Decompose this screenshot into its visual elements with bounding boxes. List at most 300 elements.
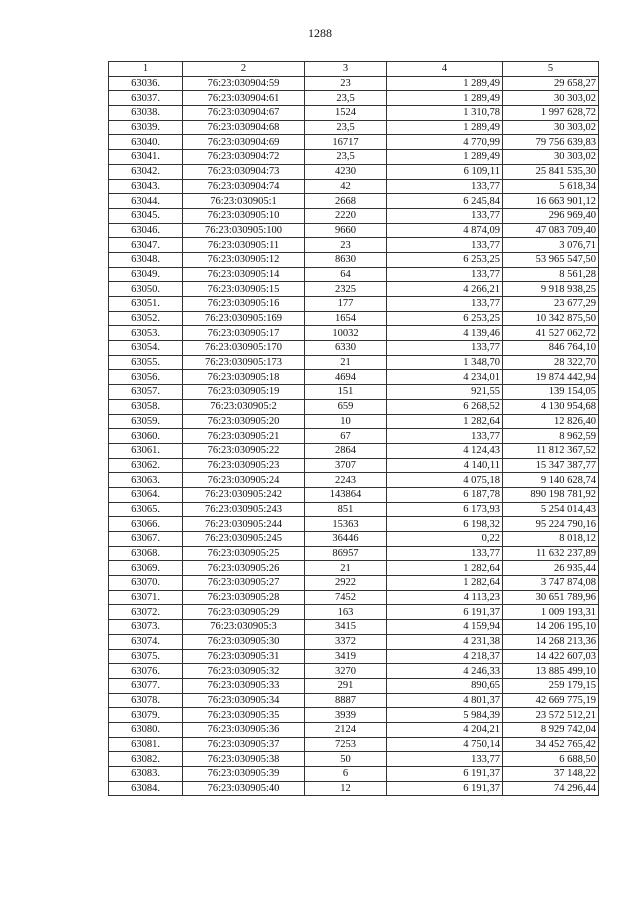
row-number-cell: 63056.: [109, 370, 183, 385]
row-number-cell: 63041.: [109, 150, 183, 165]
total-value-cell: 12 826,40: [503, 414, 599, 429]
total-value-cell: 9 918 938,25: [503, 282, 599, 297]
area-cell: 2220: [305, 208, 387, 223]
table-row: [109, 664, 599, 679]
area-cell: 23,5: [305, 120, 387, 135]
row-number-cell: 63037.: [109, 91, 183, 106]
unit-value-cell: 4 801,37: [387, 693, 503, 708]
unit-value-cell: 890,65: [387, 678, 503, 693]
table-row: [109, 385, 599, 400]
row-number-cell: 63072.: [109, 605, 183, 620]
table-row: [109, 473, 599, 488]
table-row: [109, 487, 599, 502]
cadastral-number-cell: 76:23:030904:68: [183, 120, 305, 135]
total-value-cell: 3 747 874,08: [503, 576, 599, 591]
row-number-cell: 63068.: [109, 546, 183, 561]
total-value-cell: 14 206 195,10: [503, 620, 599, 635]
area-cell: 3419: [305, 649, 387, 664]
area-cell: 64: [305, 267, 387, 282]
unit-value-cell: 133,77: [387, 546, 503, 561]
row-number-cell: 63053.: [109, 326, 183, 341]
area-cell: 21: [305, 355, 387, 370]
area-cell: 3707: [305, 458, 387, 473]
area-cell: 151: [305, 385, 387, 400]
row-number-cell: 63058.: [109, 399, 183, 414]
cadastral-number-cell: 76:23:030905:21: [183, 429, 305, 444]
area-cell: 8630: [305, 252, 387, 267]
unit-value-cell: 133,77: [387, 341, 503, 356]
cadastral-number-cell: 76:23:030905:169: [183, 311, 305, 326]
table-row: [109, 238, 599, 253]
row-number-cell: 63042.: [109, 164, 183, 179]
total-value-cell: 139 154,05: [503, 385, 599, 400]
table-row: [109, 150, 599, 165]
row-number-cell: 63065.: [109, 502, 183, 517]
row-number-cell: 63080.: [109, 722, 183, 737]
cadastral-number-cell: 76:23:030905:17: [183, 326, 305, 341]
unit-value-cell: 133,77: [387, 179, 503, 194]
area-cell: 21: [305, 561, 387, 576]
area-cell: 2325: [305, 282, 387, 297]
header-row: [109, 62, 599, 77]
column-header-1: 1: [109, 62, 183, 77]
row-number-cell: 63048.: [109, 252, 183, 267]
unit-value-cell: 133,77: [387, 752, 503, 767]
unit-value-cell: 6 253,25: [387, 252, 503, 267]
unit-value-cell: 5 984,39: [387, 708, 503, 723]
area-cell: 2922: [305, 576, 387, 591]
cadastral-number-cell: 76:23:030905:15: [183, 282, 305, 297]
table-row: [109, 106, 599, 121]
unit-value-cell: 4 770,99: [387, 135, 503, 150]
cadastral-number-cell: 76:23:030905:33: [183, 678, 305, 693]
column-header-2: 2: [183, 62, 305, 77]
table-row: [109, 517, 599, 532]
column-header-5: 5: [503, 62, 599, 77]
total-value-cell: 259 179,15: [503, 678, 599, 693]
cadastral-number-cell: 76:23:030904:61: [183, 91, 305, 106]
table-row: [109, 576, 599, 591]
total-value-cell: 8 962,59: [503, 429, 599, 444]
total-value-cell: 296 969,40: [503, 208, 599, 223]
unit-value-cell: 1 282,64: [387, 561, 503, 576]
total-value-cell: 1 997 628,72: [503, 106, 599, 121]
unit-value-cell: 4 218,37: [387, 649, 503, 664]
unit-value-cell: 4 204,21: [387, 722, 503, 737]
area-cell: 6330: [305, 341, 387, 356]
table-row: [109, 370, 599, 385]
total-value-cell: 8 929 742,04: [503, 722, 599, 737]
table-row: [109, 164, 599, 179]
area-cell: 10: [305, 414, 387, 429]
total-value-cell: 41 527 062,72: [503, 326, 599, 341]
area-cell: 1654: [305, 311, 387, 326]
total-value-cell: 28 322,70: [503, 355, 599, 370]
total-value-cell: 30 303,02: [503, 120, 599, 135]
row-number-cell: 63036.: [109, 76, 183, 91]
area-cell: 23,5: [305, 150, 387, 165]
area-cell: 16717: [305, 135, 387, 150]
area-cell: 42: [305, 179, 387, 194]
unit-value-cell: 921,55: [387, 385, 503, 400]
table-row: [109, 399, 599, 414]
cadastral-number-cell: 76:23:030905:20: [183, 414, 305, 429]
cadastral-number-cell: 76:23:030905:27: [183, 576, 305, 591]
unit-value-cell: 1 289,49: [387, 91, 503, 106]
unit-value-cell: 133,77: [387, 267, 503, 282]
unit-value-cell: 133,77: [387, 429, 503, 444]
total-value-cell: 11 812 367,52: [503, 443, 599, 458]
unit-value-cell: 133,77: [387, 208, 503, 223]
area-cell: 177: [305, 297, 387, 312]
unit-value-cell: 4 140,11: [387, 458, 503, 473]
total-value-cell: 16 663 901,12: [503, 194, 599, 209]
row-number-cell: 63039.: [109, 120, 183, 135]
area-cell: 23,5: [305, 91, 387, 106]
cadastral-number-cell: 76:23:030905:19: [183, 385, 305, 400]
row-number-cell: 63067.: [109, 532, 183, 547]
table-row: [109, 649, 599, 664]
unit-value-cell: 1 289,49: [387, 120, 503, 135]
area-cell: 3939: [305, 708, 387, 723]
row-number-cell: 63075.: [109, 649, 183, 664]
table-row: [109, 737, 599, 752]
area-cell: 2668: [305, 194, 387, 209]
row-number-cell: 63043.: [109, 179, 183, 194]
total-value-cell: 30 303,02: [503, 91, 599, 106]
total-value-cell: 11 632 237,89: [503, 546, 599, 561]
cadastral-number-cell: 76:23:030905:38: [183, 752, 305, 767]
total-value-cell: 42 669 775,19: [503, 693, 599, 708]
unit-value-cell: 4 231,38: [387, 634, 503, 649]
table-row: [109, 282, 599, 297]
area-cell: 3415: [305, 620, 387, 635]
area-cell: 7452: [305, 590, 387, 605]
table-row: [109, 620, 599, 635]
total-value-cell: 30 651 789,96: [503, 590, 599, 605]
row-number-cell: 63073.: [109, 620, 183, 635]
row-number-cell: 63061.: [109, 443, 183, 458]
row-number-cell: 63045.: [109, 208, 183, 223]
cadastral-number-cell: 76:23:030905:245: [183, 532, 305, 547]
row-number-cell: 63047.: [109, 238, 183, 253]
cadastral-number-cell: 76:23:030904:72: [183, 150, 305, 165]
area-cell: 8887: [305, 693, 387, 708]
unit-value-cell: 6 191,37: [387, 767, 503, 782]
row-number-cell: 63076.: [109, 664, 183, 679]
total-value-cell: 29 658,27: [503, 76, 599, 91]
unit-value-cell: 6 198,32: [387, 517, 503, 532]
table-row: [109, 135, 599, 150]
row-number-cell: 63038.: [109, 106, 183, 121]
table-row: [109, 194, 599, 209]
area-cell: 50: [305, 752, 387, 767]
cadastral-number-cell: 76:23:030905:11: [183, 238, 305, 253]
area-cell: 659: [305, 399, 387, 414]
total-value-cell: 47 083 709,40: [503, 223, 599, 238]
total-value-cell: 3 076,71: [503, 238, 599, 253]
unit-value-cell: 4 139,46: [387, 326, 503, 341]
area-cell: 86957: [305, 546, 387, 561]
area-cell: 2124: [305, 722, 387, 737]
cadastral-number-cell: 76:23:030905:243: [183, 502, 305, 517]
unit-value-cell: 133,77: [387, 238, 503, 253]
total-value-cell: 846 764,10: [503, 341, 599, 356]
total-value-cell: 53 965 547,50: [503, 252, 599, 267]
table-row: [109, 76, 599, 91]
row-number-cell: 63051.: [109, 297, 183, 312]
table-row: [109, 781, 599, 796]
row-number-cell: 63064.: [109, 487, 183, 502]
row-number-cell: 63044.: [109, 194, 183, 209]
cadastral-number-cell: 76:23:030905:28: [183, 590, 305, 605]
area-cell: 4230: [305, 164, 387, 179]
unit-value-cell: 6 253,25: [387, 311, 503, 326]
table-row: [109, 443, 599, 458]
unit-value-cell: 6 245,84: [387, 194, 503, 209]
total-value-cell: 25 841 535,30: [503, 164, 599, 179]
row-number-cell: 63081.: [109, 737, 183, 752]
cadastral-number-cell: 76:23:030905:170: [183, 341, 305, 356]
total-value-cell: 34 452 765,42: [503, 737, 599, 752]
total-value-cell: 6 688,50: [503, 752, 599, 767]
table-row: [109, 605, 599, 620]
cadastral-number-cell: 76:23:030905:100: [183, 223, 305, 238]
total-value-cell: 5 254 014,43: [503, 502, 599, 517]
table-row: [109, 311, 599, 326]
cadastral-number-cell: 76:23:030905:12: [183, 252, 305, 267]
unit-value-cell: 6 173,93: [387, 502, 503, 517]
row-number-cell: 63066.: [109, 517, 183, 532]
table-row: [109, 341, 599, 356]
cadastral-number-cell: 76:23:030904:69: [183, 135, 305, 150]
cadastral-number-cell: 76:23:030904:67: [183, 106, 305, 121]
row-number-cell: 63040.: [109, 135, 183, 150]
area-cell: 36446: [305, 532, 387, 547]
unit-value-cell: 1 289,49: [387, 76, 503, 91]
total-value-cell: 37 148,22: [503, 767, 599, 782]
cadastral-number-cell: 76:23:030905:14: [183, 267, 305, 282]
table-row: [109, 414, 599, 429]
cadastral-number-cell: 76:23:030905:25: [183, 546, 305, 561]
table-row: [109, 678, 599, 693]
unit-value-cell: 4 246,33: [387, 664, 503, 679]
unit-value-cell: 133,77: [387, 297, 503, 312]
area-cell: 7253: [305, 737, 387, 752]
row-number-cell: 63055.: [109, 355, 183, 370]
unit-value-cell: 1 348,70: [387, 355, 503, 370]
table-row: [109, 532, 599, 547]
cadastral-number-cell: 76:23:030905:3: [183, 620, 305, 635]
row-number-cell: 63063.: [109, 473, 183, 488]
area-cell: 291: [305, 678, 387, 693]
unit-value-cell: 1 282,64: [387, 576, 503, 591]
area-cell: 2864: [305, 443, 387, 458]
unit-value-cell: 1 310,78: [387, 106, 503, 121]
area-cell: 4694: [305, 370, 387, 385]
column-header-4: 4: [387, 62, 503, 77]
table-row: [109, 120, 599, 135]
cadastral-number-cell: 76:23:030905:24: [183, 473, 305, 488]
cadastral-number-cell: 76:23:030905:40: [183, 781, 305, 796]
table-row: [109, 297, 599, 312]
cadastral-number-cell: 76:23:030905:244: [183, 517, 305, 532]
cadastral-number-cell: 76:23:030905:2: [183, 399, 305, 414]
table-row: [109, 767, 599, 782]
unit-value-cell: 6 268,52: [387, 399, 503, 414]
table-row: [109, 458, 599, 473]
unit-value-cell: 6 191,37: [387, 605, 503, 620]
table-body: [109, 76, 599, 796]
cadastral-number-cell: 76:23:030905:36: [183, 722, 305, 737]
unit-value-cell: 4 266,21: [387, 282, 503, 297]
unit-value-cell: 4 075,18: [387, 473, 503, 488]
unit-value-cell: 4 234,01: [387, 370, 503, 385]
unit-value-cell: 4 874,09: [387, 223, 503, 238]
area-cell: 163: [305, 605, 387, 620]
cadastral-number-cell: 76:23:030905:22: [183, 443, 305, 458]
cadastral-number-cell: 76:23:030905:10: [183, 208, 305, 223]
row-number-cell: 63054.: [109, 341, 183, 356]
area-cell: 3270: [305, 664, 387, 679]
row-number-cell: 63071.: [109, 590, 183, 605]
total-value-cell: 10 342 875,50: [503, 311, 599, 326]
total-value-cell: 14 422 607,03: [503, 649, 599, 664]
cadastral-number-cell: 76:23:030905:34: [183, 693, 305, 708]
area-cell: 67: [305, 429, 387, 444]
table-row: [109, 267, 599, 282]
page-number: 1288: [308, 26, 332, 40]
table-row: [109, 355, 599, 370]
table-row: [109, 590, 599, 605]
unit-value-cell: 4 159,94: [387, 620, 503, 635]
total-value-cell: 74 296,44: [503, 781, 599, 796]
cadastral-number-cell: 76:23:030905:1: [183, 194, 305, 209]
total-value-cell: 5 618,34: [503, 179, 599, 194]
row-number-cell: 63074.: [109, 634, 183, 649]
total-value-cell: 1 009 193,31: [503, 605, 599, 620]
total-value-cell: 79 756 639,83: [503, 135, 599, 150]
unit-value-cell: 0,22: [387, 532, 503, 547]
total-value-cell: 890 198 781,92: [503, 487, 599, 502]
total-value-cell: 4 130 954,68: [503, 399, 599, 414]
row-number-cell: 63077.: [109, 678, 183, 693]
area-cell: 3372: [305, 634, 387, 649]
table-row: [109, 561, 599, 576]
cadastral-number-cell: 76:23:030905:31: [183, 649, 305, 664]
table-row: [109, 502, 599, 517]
row-number-cell: 63060.: [109, 429, 183, 444]
unit-value-cell: 4 124,43: [387, 443, 503, 458]
row-number-cell: 63052.: [109, 311, 183, 326]
cadastral-number-cell: 76:23:030905:242: [183, 487, 305, 502]
cadastral-number-cell: 76:23:030904:59: [183, 76, 305, 91]
cadastral-number-cell: 76:23:030905:29: [183, 605, 305, 620]
unit-value-cell: 6 109,11: [387, 164, 503, 179]
table-row: [109, 208, 599, 223]
total-value-cell: 8 561,28: [503, 267, 599, 282]
total-value-cell: 23 572 512,21: [503, 708, 599, 723]
row-number-cell: 63046.: [109, 223, 183, 238]
row-number-cell: 63078.: [109, 693, 183, 708]
column-header-3: 3: [305, 62, 387, 77]
total-value-cell: 15 347 387,77: [503, 458, 599, 473]
area-cell: 12: [305, 781, 387, 796]
cadastral-number-cell: 76:23:030905:39: [183, 767, 305, 782]
area-cell: 1524: [305, 106, 387, 121]
area-cell: 10032: [305, 326, 387, 341]
unit-value-cell: 1 282,64: [387, 414, 503, 429]
row-number-cell: 63070.: [109, 576, 183, 591]
row-number-cell: 63083.: [109, 767, 183, 782]
total-value-cell: 14 268 213,36: [503, 634, 599, 649]
table-row: [109, 693, 599, 708]
row-number-cell: 63069.: [109, 561, 183, 576]
area-cell: 851: [305, 502, 387, 517]
table-row: [109, 752, 599, 767]
unit-value-cell: 4 750,14: [387, 737, 503, 752]
table-row: [109, 223, 599, 238]
unit-value-cell: 1 289,49: [387, 150, 503, 165]
cadastral-number-cell: 76:23:030905:26: [183, 561, 305, 576]
total-value-cell: 19 874 442,94: [503, 370, 599, 385]
table-row: [109, 708, 599, 723]
table-row: [109, 252, 599, 267]
area-cell: 15363: [305, 517, 387, 532]
area-cell: 23: [305, 238, 387, 253]
cadastral-number-cell: 76:23:030904:73: [183, 164, 305, 179]
total-value-cell: 30 303,02: [503, 150, 599, 165]
area-cell: 23: [305, 76, 387, 91]
row-number-cell: 63079.: [109, 708, 183, 723]
area-cell: 6: [305, 767, 387, 782]
cadastral-number-cell: 76:23:030905:16: [183, 297, 305, 312]
area-cell: 143864: [305, 487, 387, 502]
cadastral-number-cell: 76:23:030905:18: [183, 370, 305, 385]
cadastral-number-cell: 76:23:030905:30: [183, 634, 305, 649]
total-value-cell: 8 018,12: [503, 532, 599, 547]
total-value-cell: 26 935,44: [503, 561, 599, 576]
row-number-cell: 63050.: [109, 282, 183, 297]
table-row: [109, 179, 599, 194]
table-row: [109, 91, 599, 106]
table-row: [109, 722, 599, 737]
total-value-cell: 13 885 499,10: [503, 664, 599, 679]
data-table: [108, 61, 599, 796]
table-row: [109, 429, 599, 444]
cadastral-number-cell: 76:23:030904:74: [183, 179, 305, 194]
row-number-cell: 63057.: [109, 385, 183, 400]
cadastral-number-cell: 76:23:030905:35: [183, 708, 305, 723]
cadastral-number-cell: 76:23:030905:32: [183, 664, 305, 679]
total-value-cell: 95 224 790,16: [503, 517, 599, 532]
cadastral-number-cell: 76:23:030905:173: [183, 355, 305, 370]
table-row: [109, 546, 599, 561]
unit-value-cell: 6 187,78: [387, 487, 503, 502]
table-row: [109, 326, 599, 341]
area-cell: 2243: [305, 473, 387, 488]
row-number-cell: 63062.: [109, 458, 183, 473]
area-cell: 9660: [305, 223, 387, 238]
total-value-cell: 9 140 628,74: [503, 473, 599, 488]
row-number-cell: 63084.: [109, 781, 183, 796]
unit-value-cell: 4 113,23: [387, 590, 503, 605]
row-number-cell: 63082.: [109, 752, 183, 767]
cadastral-number-cell: 76:23:030905:37: [183, 737, 305, 752]
cadastral-number-cell: 76:23:030905:23: [183, 458, 305, 473]
row-number-cell: 63059.: [109, 414, 183, 429]
unit-value-cell: 6 191,37: [387, 781, 503, 796]
